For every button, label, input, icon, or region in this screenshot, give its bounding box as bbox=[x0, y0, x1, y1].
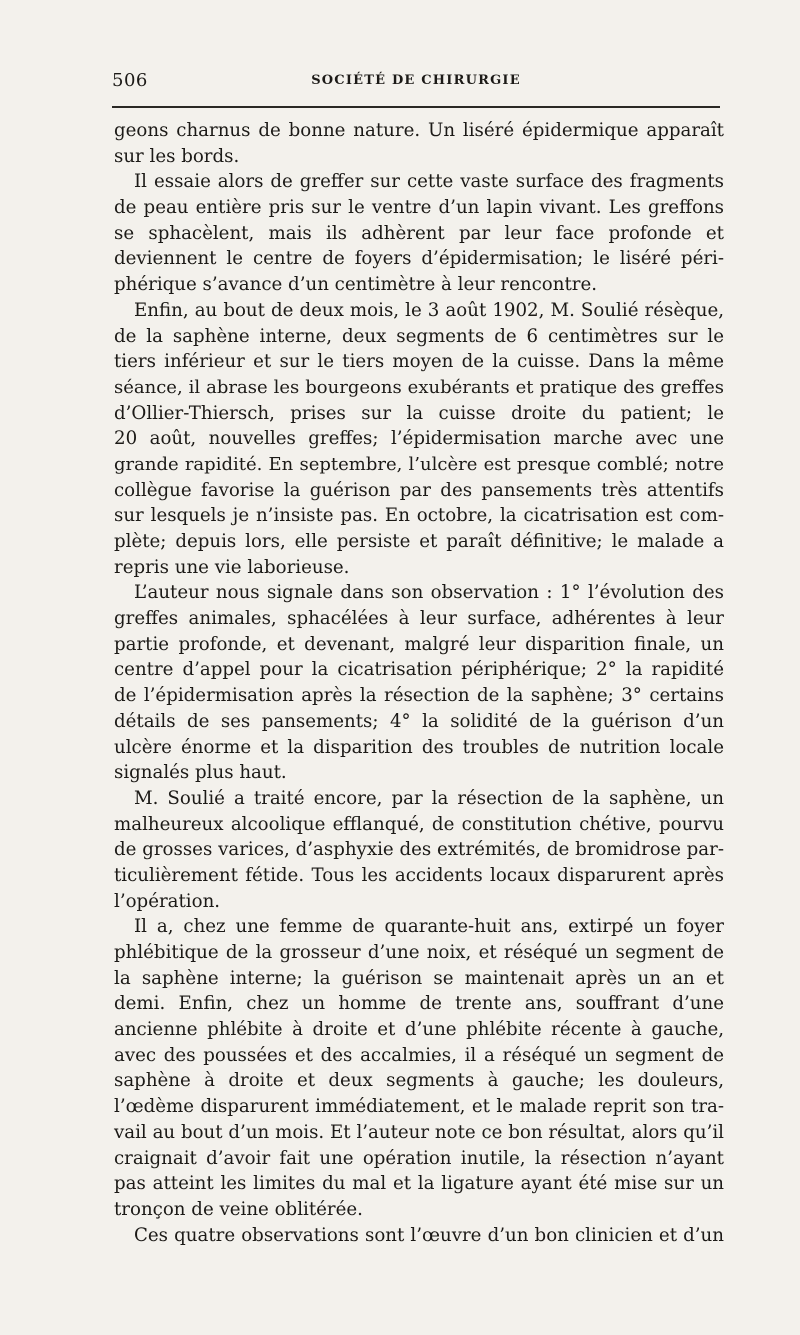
page-number: 506 bbox=[112, 70, 148, 91]
text-line: Il a, chez une femme de quarante-huit ans, extirpé un foyer bbox=[134, 916, 724, 938]
text-line: grande rapidité. En septembre, l’ulcère est presque comblé; notre bbox=[114, 453, 724, 475]
text-line: centre d’appel pour la cicatrisation périphérique; 2° la rapidité bbox=[114, 659, 724, 681]
text-line: craignait d’avoir fait une opération inutile, la résection n’ayant bbox=[114, 1147, 724, 1169]
text-line: détails de ses pansements; 4° la solidité de la guérison d’un bbox=[114, 710, 724, 732]
page-header bbox=[112, 70, 720, 100]
text-line: pas atteint les limites du mal et la ligature ayant été mise sur un bbox=[114, 1173, 724, 1195]
text-line: tronçon de veine oblitérée. bbox=[114, 1198, 363, 1220]
text-line: l’œdème disparurent immédiatement, et le malade reprit son tra- bbox=[114, 1096, 724, 1118]
text-line: plète; depuis lors, elle persiste et paraît définitive; le malade a bbox=[114, 531, 724, 552]
text-line: sur les bords. bbox=[114, 145, 240, 167]
text-line: de peau entière pris sur le ventre d’un lapin vivant. Les greffons bbox=[114, 197, 724, 219]
text-line: de grosses varices, d’asphyxie des extrémités, de bromidrose par- bbox=[114, 839, 724, 861]
text-line: geons charnus de bonne nature. Un liséré épidermique apparaît bbox=[114, 120, 724, 141]
text-line: Enfin, au bout de deux mois, le 3 août 1902, M. Soulié résèque, bbox=[134, 299, 724, 321]
text-line: sur lesquels je n’insiste pas. En octobre, la cicatrisation est com- bbox=[114, 505, 724, 527]
text-line: ancienne phlébite à droite et d’une phlébite récente à gauche, bbox=[114, 1019, 724, 1041]
text-line: avec des poussées et des accalmies, il a réséqué un segment de bbox=[114, 1044, 724, 1066]
text-line: 20 août, nouvelles greffes; l’épidermisation marche avec une bbox=[114, 428, 724, 450]
text-line: ulcère énorme et la disparition des troubles de nutrition locale bbox=[114, 736, 724, 758]
text-line: d’Ollier-Thiersch, prises sur la cuisse droite du patient; le bbox=[114, 402, 724, 424]
running-title: SOCIÉTÉ DE CHIRURGIE bbox=[311, 73, 521, 88]
text-line: tiers inférieur et sur le tiers moyen de la cuisse. Dans la même bbox=[114, 351, 724, 373]
text-line: demi. Enfin, chez un homme de trente ans, souffrant d’une bbox=[114, 993, 724, 1015]
text-line: de la saphène interne, deux segments de 6 centimètres sur le bbox=[114, 325, 724, 347]
text-line: repris une vie laborieuse. bbox=[114, 556, 350, 578]
text-line: collègue favorise la guérison par des pansements très attentifs bbox=[114, 479, 724, 501]
text-line: ticulièrement fétide. Tous les accidents locaux disparurent après bbox=[114, 864, 724, 886]
text-line: l’opération. bbox=[114, 890, 221, 912]
header-rule bbox=[112, 106, 720, 108]
text-line: L’auteur nous signale dans son observation : 1° l’évolution des bbox=[134, 582, 724, 604]
text-line: signalés plus haut. bbox=[114, 762, 287, 784]
text-line: phérique s’avance d’un centimètre à leur rencontre. bbox=[114, 274, 597, 296]
text-line: greffes animales, sphacélées à leur surface, adhérentes à leur bbox=[114, 608, 724, 630]
text-line: partie profonde, et devenant, malgré leur disparition finale, un bbox=[114, 633, 724, 655]
text-line: malheureux alcoolique efflanqué, de constitution chétive, pourvu bbox=[114, 813, 724, 835]
text-line: deviennent le centre de foyers d’épidermisation; le liséré péri- bbox=[114, 248, 724, 270]
text-line: vail au bout d’un mois. Et l’auteur note ce bon résultat, alors qu’il bbox=[114, 1121, 724, 1143]
body-text bbox=[114, 118, 724, 1248]
text-line: saphène à droite et deux segments à gauche; les douleurs, bbox=[114, 1070, 724, 1092]
text-line: phlébitique de la grosseur d’une noix, et réséqué un segment de bbox=[114, 942, 724, 963]
text-line: Il essaie alors de greffer sur cette vaste surface des fragments bbox=[134, 171, 724, 193]
text-line: se sphacèlent, mais ils adhèrent par leur face profonde et bbox=[114, 222, 724, 244]
text-line: Ces quatre observations sont l’œuvre d’un bon clinicien et d’un bbox=[134, 1224, 724, 1246]
text-line: de l’épidermisation après la résection de la saphène; 3° certains bbox=[114, 685, 724, 707]
text-line: la saphène interne; la guérison se maintenait après un an et bbox=[114, 967, 724, 989]
text-line: séance, il abrase les bourgeons exubérants et pratique des greffes bbox=[114, 376, 724, 398]
text-line: M. Soulié a traité encore, par la résection de la saphène, un bbox=[134, 787, 724, 809]
